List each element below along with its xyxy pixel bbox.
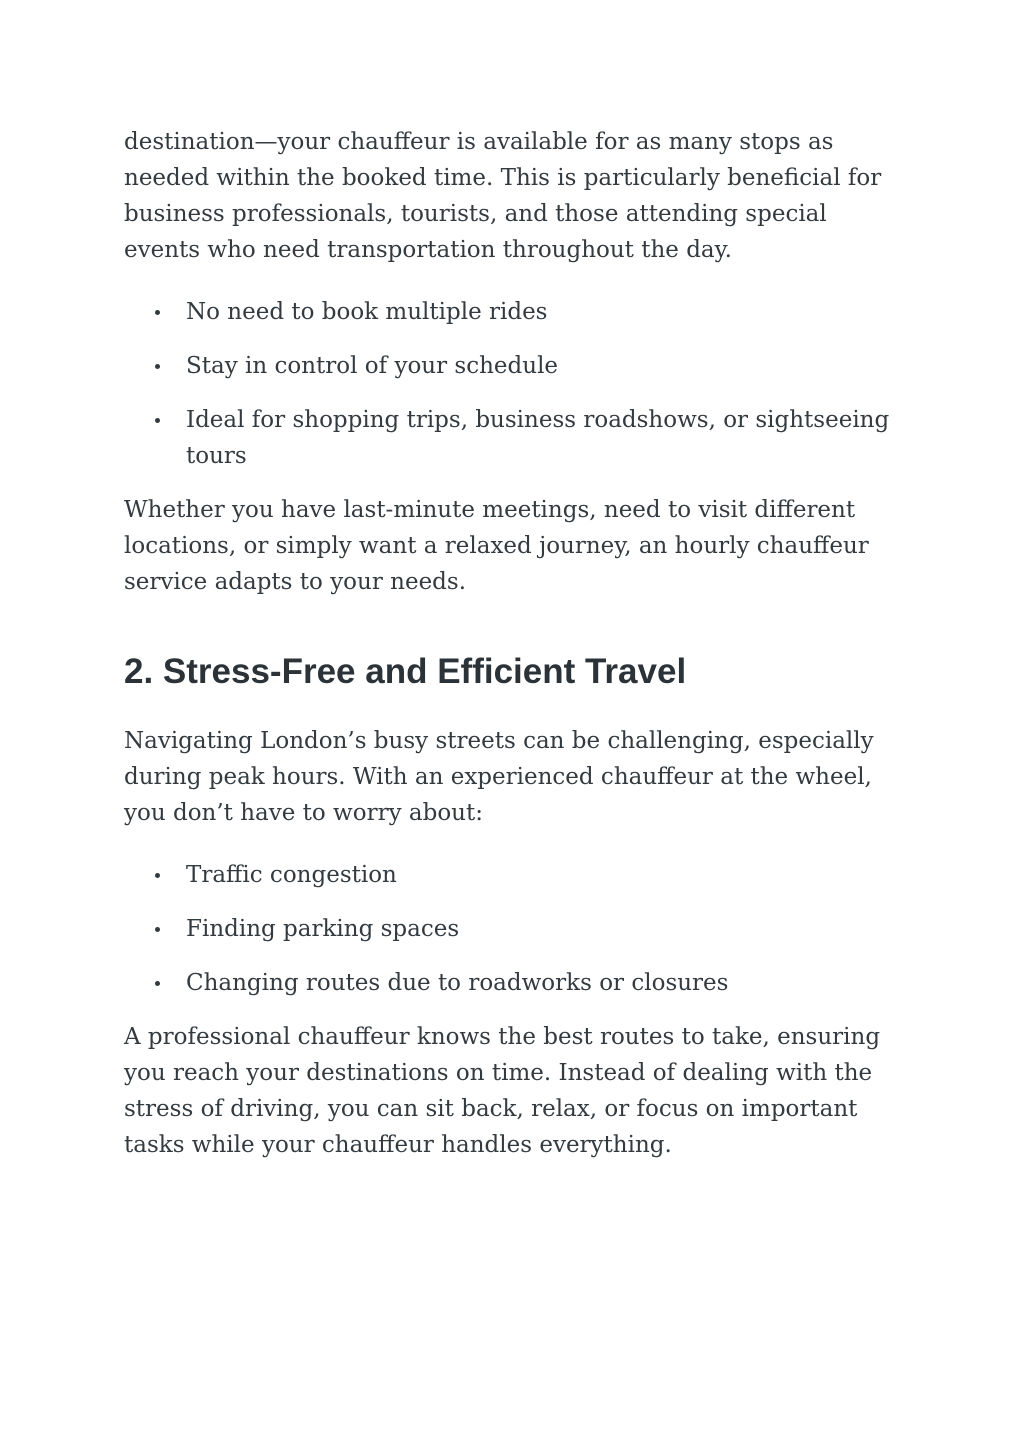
closing-paragraph: A professional chauffeur knows the best routes to take, ensuring you reach your destinations on time. Instead of dealing with the stress of driving, you can sit back, relax, or focus on important tasks while your chauffeur handles everything. [124, 1024, 881, 1158]
document-page [124, 124, 904, 1163]
list-item: Changing routes due to roadworks or closures [124, 965, 904, 1001]
section-paragraph: Navigating London’s busy streets can be challenging, especially during peak hours. With an experienced chauffeur at the wheel, you don’t have to worry about: [124, 728, 874, 826]
benefits-summary-paragraph: Whether you have last-minute meetings, need to visit different locations, or simply want a relaxed journey, an hourly chauffeur service adapts to your needs. [124, 497, 869, 595]
intro-paragraph: destination—your chauffeur is available for as many stops as needed within the booked time. This is particularly beneficial for business professionals, tourists, and those attending special events who need transportation throughout the day. [124, 129, 882, 263]
list-item: Traffic congestion [124, 857, 904, 893]
benefits-list [124, 294, 904, 474]
list-item: No need to book multiple rides [124, 294, 904, 330]
list-item: Ideal for shopping trips, business roadshows, or sightseeing tours [124, 402, 904, 474]
list-item: Stay in control of your schedule [124, 348, 904, 384]
section-heading: 2. Stress-Free and Efficient Travel [124, 652, 687, 691]
worries-list [124, 857, 904, 1001]
list-item: Finding parking spaces [124, 911, 904, 947]
